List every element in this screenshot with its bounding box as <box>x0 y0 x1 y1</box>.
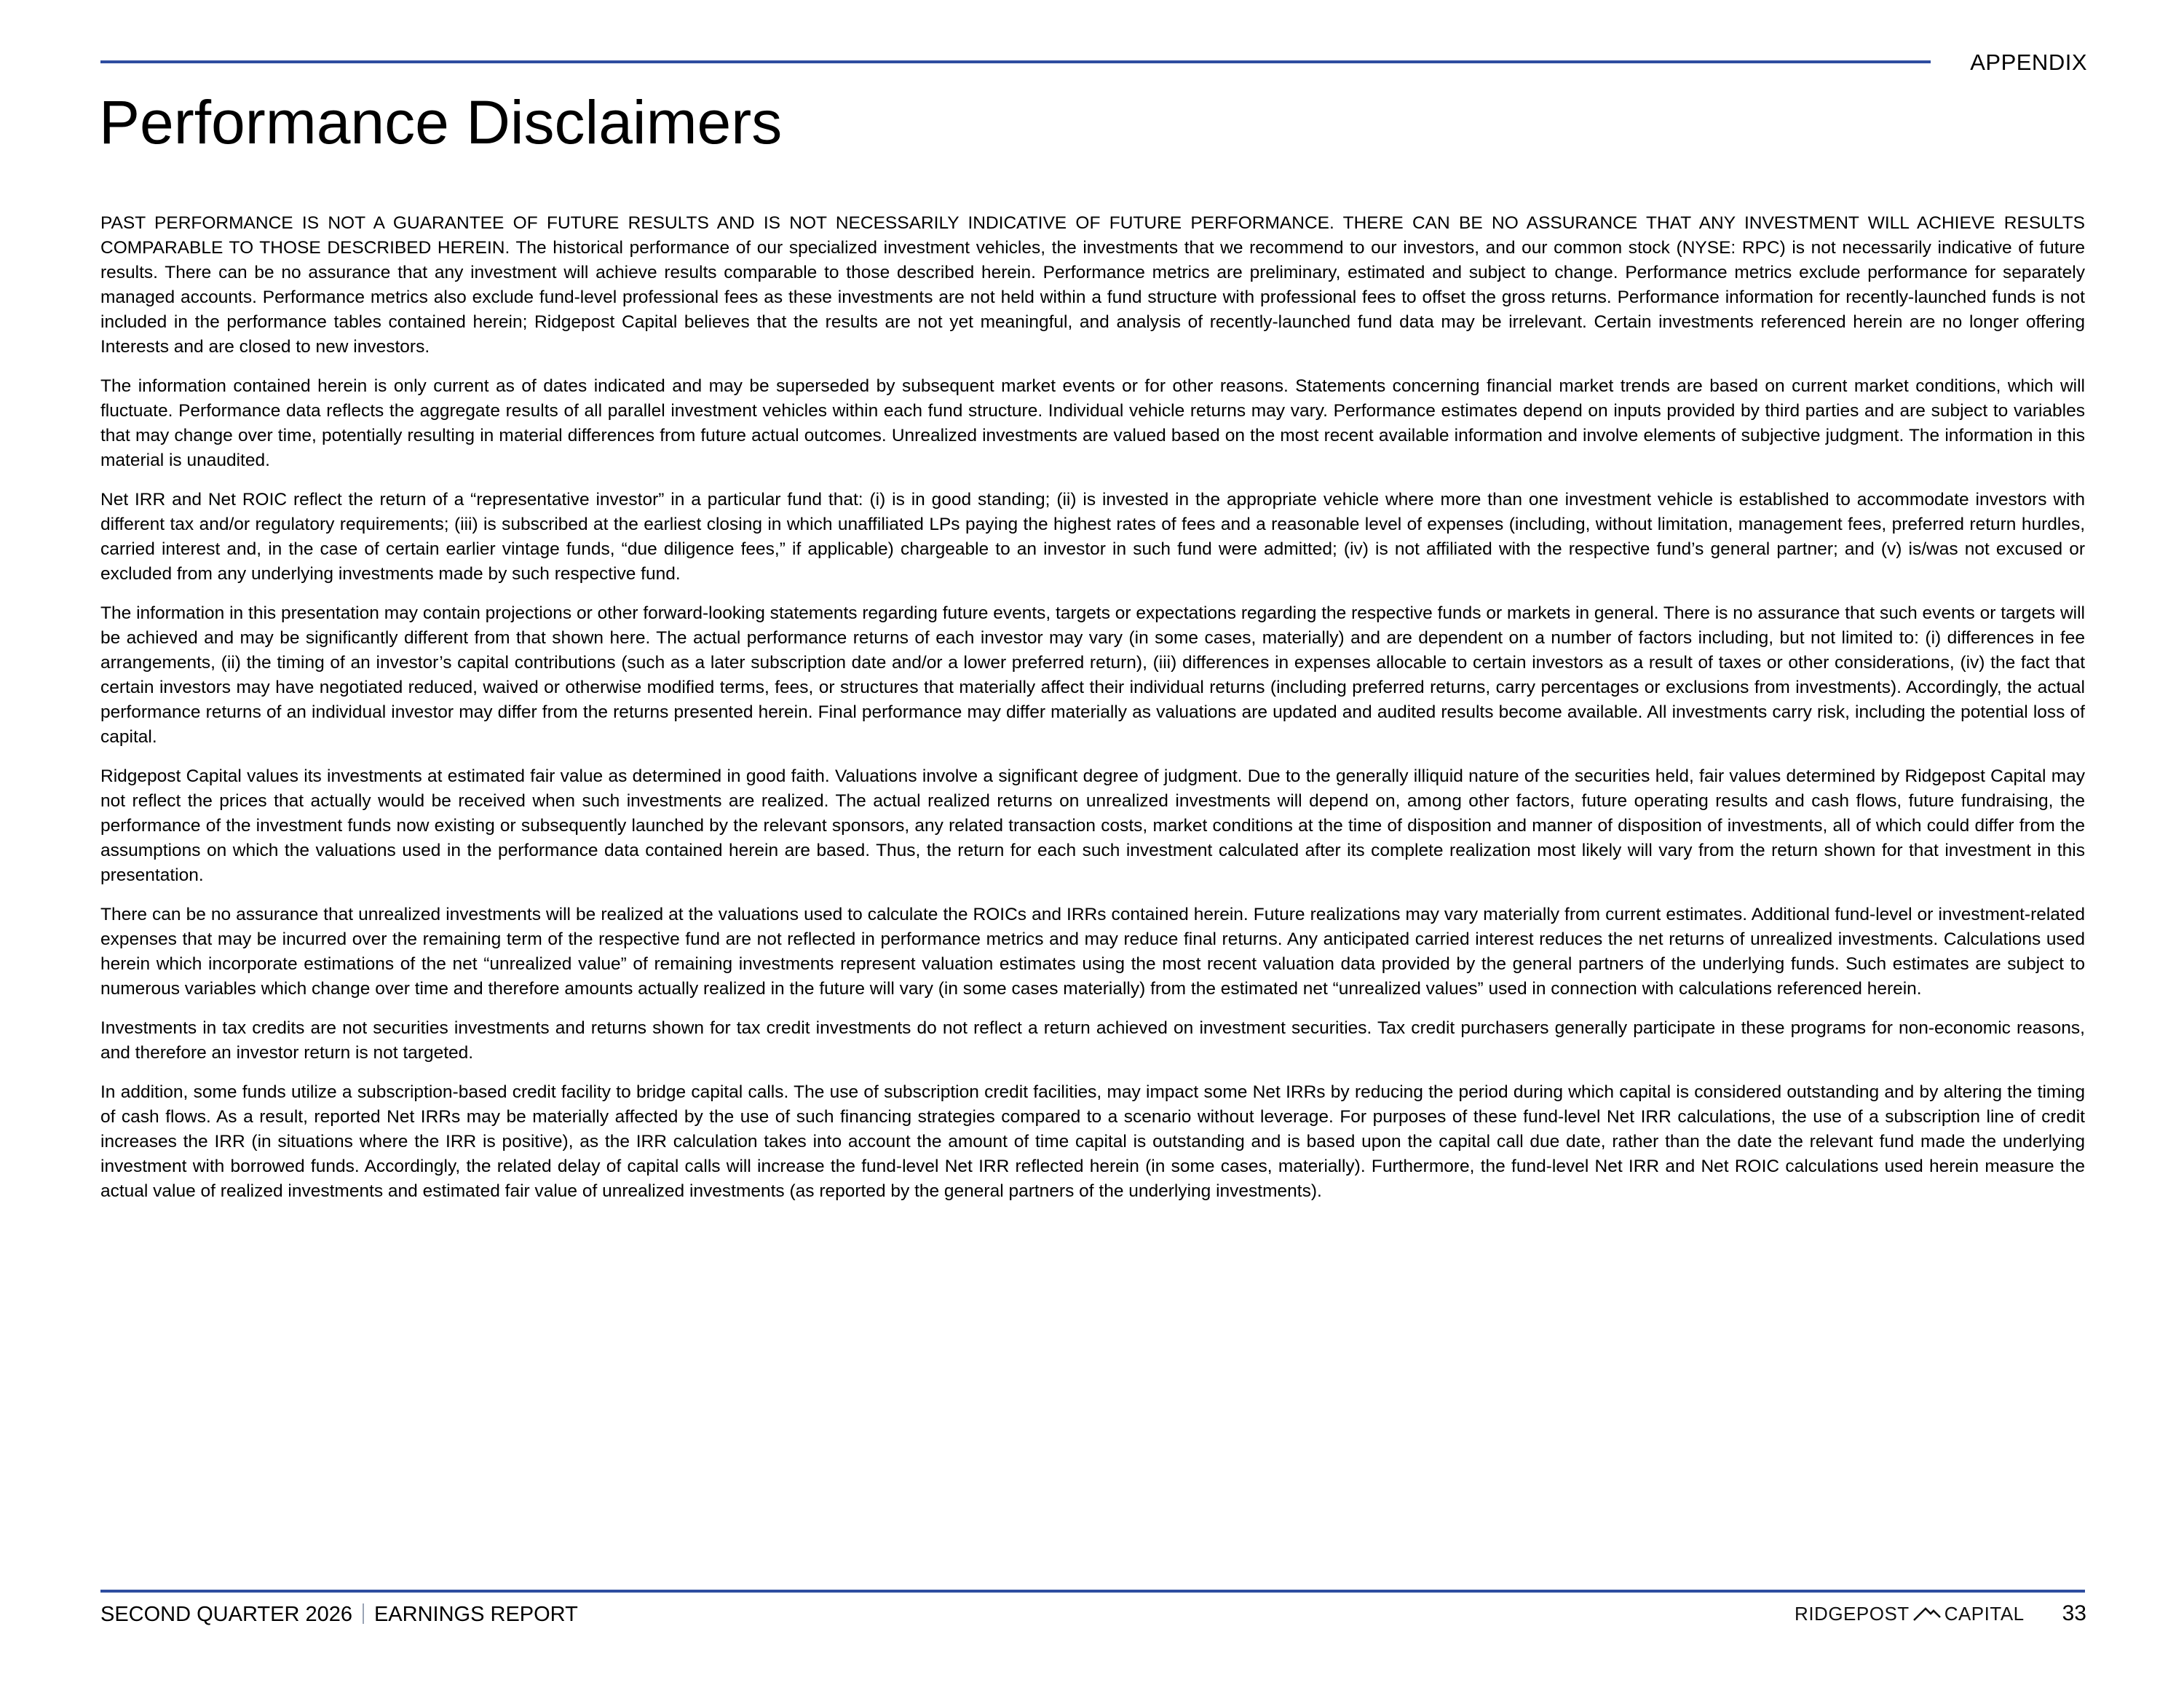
footer-divider <box>363 1603 364 1624</box>
footer-quarter: SECOND QUARTER 2026 <box>100 1603 352 1626</box>
disclaimer-paragraph: PAST PERFORMANCE IS NOT A GUARANTEE OF FUTURE RESULTS AND IS NOT NECESSARILY INDICATIVE OF FUTURE PERFORMANCE. THERE CAN BE NO ASSURANCE THAT ANY INVESTMENT WILL ACHIEVE RESULTS COMPARABLE TO THOSE DESCRIBED HEREIN. The historical performance of our specialized investment vehicles, the investments that we recommend to our investors, and our common stock (NYSE: RPC) is not necessarily indicative of future results. There can be no assurance that any investment will achieve results comparable to those described herein. Performance metrics are preliminary, estimated and subject to change. Performance metrics exclude performance for separately managed accounts. Performance metrics also exclude fund-level professional fees as these investments are not held within a fund structure with professional fees to offset the gross returns. Performance information for recently-launched funds is not included in the performance tables contained herein; Ridgepost Capital believes that the results are not yet meaningful, and analysis of recently-launched fund data may be irrelevant. Certain investments referenced herein are no longer offering Interests and are closed to new investors. <box>100 213 2085 357</box>
footer-brand <box>1795 1601 2086 1626</box>
page-number: 33 <box>2062 1601 2086 1625</box>
company-logo <box>1795 1603 2025 1625</box>
disclaimer-paragraph: Net IRR and Net ROIC reflect the return of a “representative investor” in a particular fund that: (i) is in good standing; (ii) is invested in the appropriate vehicle where more than one investment vehicle is established to accommodate investors with different tax and/or regulatory requirements; (iii) is subscribed at the earliest closing in which unaffiliated LPs paying the highest rates of fees and a reasonable level of expenses (including, without limitation, management fees, preferred return hurdles, carried interest and, in the case of certain earlier vintage funds, “due diligence fees,” if applicable) chargeable to an investor in such fund were admitted; (iv) is not affiliated with the respective fund’s general partner; and (v) is/was not excused or excluded from any underlying investments made by such respective fund. <box>100 490 2085 584</box>
disclaimer-paragraph: Investments in tax credits are not securities investments and returns shown for tax credit investments do not reflect a return achieved on investment securities. Tax credit purchasers generally participate in these programs for non-economic reasons, and therefore an investor return is not targeted. <box>100 1018 2085 1063</box>
page-title: Performance Disclaimers <box>99 88 783 156</box>
disclaimer-paragraph: In addition, some funds utilize a subscription-based credit facility to bridge capital calls. The use of subscription credit facilities, may impact some Net IRRs by reducing the period during which capital is considered outstanding and by altering the timing of cash flows. As a result, reported Net IRRs may be materially affected by the use of such financing strategies compared to a scenario without leverage. For purposes of these fund-level Net IRR calculations, the use of a subscription line of credit increases the IRR (in situations where the IRR is positive), as the IRR calculation takes into account the amount of time capital is outstanding and is based upon the capital call due date, rather than the date the relevant fund made the underlying investment with borrowed funds. Accordingly, the related delay of capital calls will increase the fund-level Net IRR reflected herein (in some cases, materially). Furthermore, the fund-level Net IRR and Net ROIC calculations used herein measure the actual value of realized investments and estimated fair value of unrealized investments (as reported by the general partners of the underlying investments). <box>100 1082 2085 1201</box>
disclaimer-body <box>100 211 2085 1218</box>
footer-report-title <box>100 1603 578 1627</box>
disclaimer-paragraph: Ridgepost Capital values its investments at estimated fair value as determined in good faith. Valuations involve a significant degree of judgment. Due to the generally illiquid nature of the securities held, fair values determined by Ridgepost Capital may not reflect the prices that actually would be received when such investments are realized. The actual realized returns on unrealized investments will depend on, among other factors, future operating results and cash flows, future fundraising, the performance of the investment funds now existing or subsequently launched by the relevant sponsors, any related transaction costs, market conditions at the time of disposition and manner of disposition of investments, all of which could differ from the assumptions on which the valuations used in the performance data contained herein are based. Thus, the return for each such investment calculated after its complete realization most likely will vary from the return shown for that investment in this presentation. <box>100 766 2085 885</box>
disclaimer-paragraph: The information contained herein is only current as of dates indicated and may be superseded by subsequent market events or for other reasons. Statements concerning financial market trends are based on current market conditions, which will fluctuate. Performance data reflects the aggregate results of all parallel investment vehicles within each fund structure. Individual vehicle returns may vary. Performance estimates depend on inputs provided by third parties and are subject to variables that may change over time, potentially resulting in material differences from future actual outcomes. Unrealized investments are valued based on the most recent available information and involve elements of subjective judgment. The information in this material is unaudited. <box>100 376 2085 470</box>
section-label: APPENDIX <box>1970 49 2087 75</box>
mountain-peak-icon <box>1912 1606 1942 1622</box>
logo-text-right: CAPITAL <box>1944 1602 2025 1625</box>
logo-text-left: RIDGEPOST <box>1795 1602 1910 1625</box>
header-rule <box>100 60 1931 63</box>
footer-rule <box>100 1590 2085 1593</box>
footer-report: EARNINGS REPORT <box>373 1603 578 1626</box>
disclaimer-paragraph: There can be no assurance that unrealized investments will be realized at the valuations used to calculate the ROICs and IRRs contained herein. Future realizations may vary materially from current estimates. Additional fund-level or investment-related expenses that may be incurred over the remaining term of the respective fund are not reflected in performance metrics and may reduce final returns. Any anticipated carried interest reduces the net returns of unrealized investments. Calculations used herein which incorporate estimations of the net “unrealized value” of remaining investments represent valuation estimates using the most recent valuation data provided by the general partners of the underlying funds. Such estimates are subject to numerous variables which change over time and therefore amounts actually realized in the future will vary (in some cases materially) from the estimated net “unrealized values” used in connection with calculations referenced herein. <box>100 905 2085 999</box>
disclaimer-paragraph: The information in this presentation may contain projections or other forward-looking statements regarding future events, targets or expectations regarding the respective funds or markets in general. There is no assurance that such events or targets will be achieved and may be significantly different from that shown here. The actual performance returns of each investor may vary (in some cases, materially) and are dependent on a number of factors including, but not limited to: (i) differences in fee arrangements, (ii) the timing of an investor’s capital contributions (such as a later subscription date and/or a lower preferred return), (iii) differences in expenses allocable to certain investors as a result of taxes or other considerations, (iv) the fact that certain investors may have negotiated reduced, waived or otherwise modified terms, fees, or structures that materially affect their individual returns (including preferred returns, carry percentages or exclusions from investments). Accordingly, the actual performance returns of an individual investor may differ from the returns presented herein. Final performance may differ materially as valuations are updated and audited results become available. All investments carry risk, including the potential loss of capital. <box>100 603 2085 747</box>
